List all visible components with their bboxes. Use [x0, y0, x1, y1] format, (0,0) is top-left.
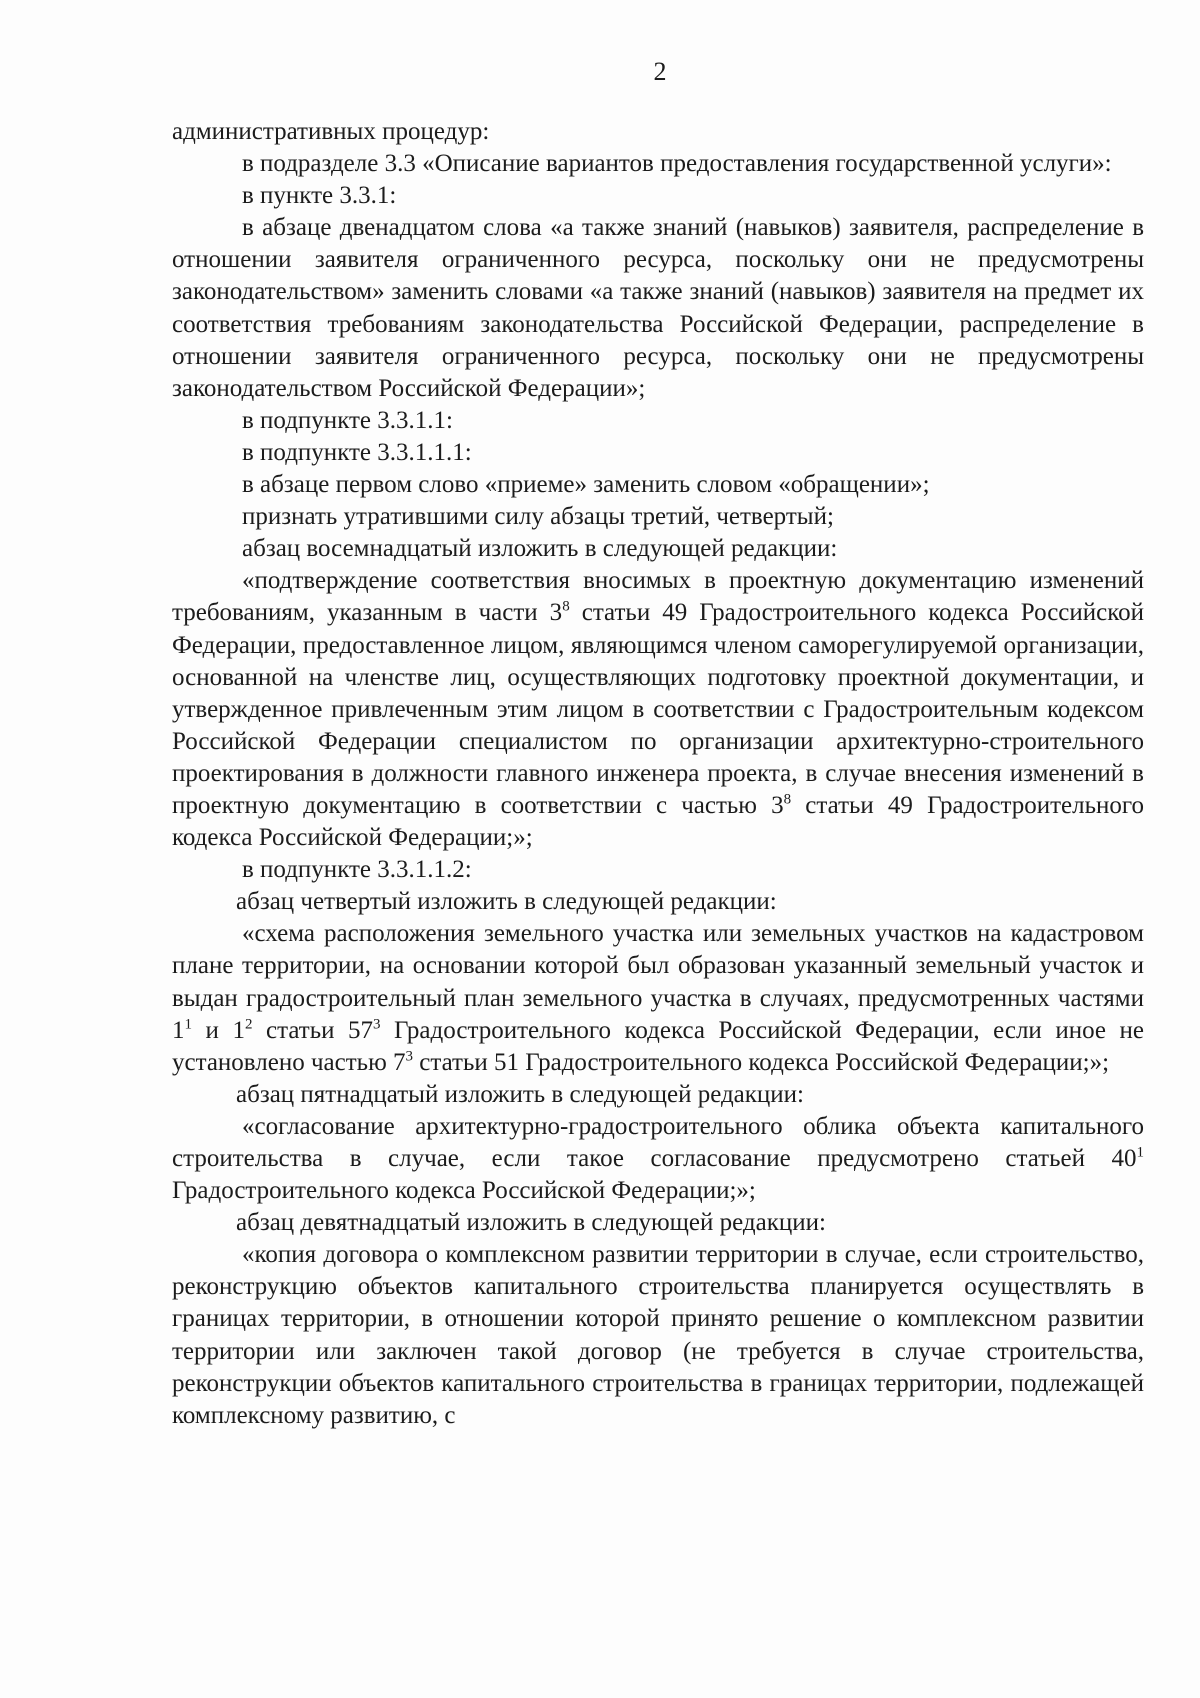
paragraph — [172, 469, 1144, 501]
text-segment: в абзаце двенадцатом слова «а также знаний (навыков) заявителя, распределение в отношении заявителя ограниченного ресурса, поскольку они не предусмотрены законодательством» заменить словами «а также знаний (навыков) заявителя на предмет их соответствия требованиям законодательства Российской Федерации, распределение в отношении заявителя ограниченного ресурса, поскольку они не предусмотрены законодательством Российской Федерации»; — [172, 214, 1144, 402]
paragraph — [172, 918, 1144, 1078]
text-segment: «копия договора о комплексном развитии территории в случае, если строительство, реконструкцию объектов капитального строительства планируется осуществлять в границах территории, в отношении которой принято решение о комплексном развитии территории или заключен такой договор (не требуется в случае строительства, реконструкции объектов капитального строительства в границах территории, подлежащей комплексному развитию, с — [172, 1241, 1144, 1429]
paragraph — [172, 180, 1144, 212]
superscript: 1 — [184, 1016, 192, 1033]
text-segment: статьи 51 Градостроительного кодекса Российской Федерации;»; — [413, 1048, 1110, 1076]
paragraph — [172, 1111, 1144, 1207]
text-segment: статьи 57 — [252, 1016, 374, 1044]
paragraph — [172, 533, 1144, 565]
paragraph — [172, 148, 1144, 180]
paragraph — [172, 854, 1144, 886]
text-segment: «подтверждение соответствия вносимых в проектную документацию изменений требованиям, указанным в части 3 — [172, 567, 1144, 627]
paragraph — [172, 501, 1144, 533]
text-segment: в абзаце первом слово «приеме» заменить словом «обращении»; — [242, 471, 930, 499]
superscript: 1 — [1136, 1144, 1144, 1161]
paragraph — [172, 886, 1144, 918]
text-segment: в подразделе 3.3 «Описание вариантов предоставления государственной услуги»: — [242, 150, 1112, 178]
page-number: 2 — [653, 57, 667, 86]
text-segment: абзац девятнадцатый изложить в следующей редакции: — [236, 1209, 826, 1237]
superscript: 3 — [405, 1048, 413, 1065]
superscript: 3 — [373, 1016, 381, 1033]
text-segment: признать утратившими силу абзацы третий, четвертый; — [242, 503, 834, 531]
text-segment: «согласование архитектурно-градостроительного облика объекта капитального строительства в случае, если такое согласование предусмотрено статьей 40 — [172, 1112, 1144, 1172]
paragraph — [172, 212, 1144, 405]
paragraph — [172, 1207, 1144, 1239]
text-segment: «схема расположения земельного участка или земельных участков на кадастровом плане территории, на основании которой был образован указанный земельный участок и выдан градостроительный план земельного участка в случаях, предусмотренных частями 1 — [172, 920, 1144, 1044]
text-segment: статьи 49 Градостроительного кодекса Российской Федерации;»; — [172, 791, 1144, 852]
text-segment: абзац восемнадцатый изложить в следующей редакции: — [242, 535, 838, 563]
paragraph — [172, 405, 1144, 437]
paragraph — [172, 1239, 1144, 1432]
text-segment: статьи 49 Градостроительного кодекса Российской Федерации, предоставленное лицом, являющимся членом саморегулируемой организации, основанной на членстве лиц, осуществляющих подготовку проектной документации, и утвержденное привлеченным этим лицом в соответствии с Градостроительным кодексом Российской Федерации специалистом по организации архитектурно-строительного проектирования в должности главного инженера проекта, в случае внесения изменений в проектную документацию в соответствии с частью 3 — [172, 599, 1144, 819]
paragraph — [172, 437, 1144, 469]
text-segment: в подпункте 3.3.1.1.1: — [242, 438, 472, 466]
paragraph — [172, 565, 1144, 854]
paragraph — [172, 1079, 1144, 1111]
superscript: 8 — [562, 599, 570, 616]
text-segment: Градостроительного кодекса Российской Федерации, если иное не установлено частью 7 — [172, 1016, 1145, 1076]
text-segment: и 1 — [192, 1016, 245, 1044]
paragraph — [172, 116, 1144, 148]
text-segment: абзац пятнадцатый изложить в следующей редакции: — [236, 1080, 805, 1108]
document-body — [172, 116, 1144, 1432]
text-segment: Градостроительного кодекса Российской Федерации;»; — [172, 1177, 756, 1205]
text-segment: административных процедур: — [172, 118, 490, 145]
superscript: 2 — [244, 1016, 253, 1033]
text-segment: абзац четвертый изложить в следующей редакции: — [236, 888, 777, 916]
text-segment: в подпункте 3.3.1.1.2: — [242, 856, 472, 884]
text-segment: в подпункте 3.3.1.1: — [242, 406, 453, 434]
superscript: 8 — [783, 791, 792, 808]
text-segment: в пункте 3.3.1: — [242, 182, 397, 210]
